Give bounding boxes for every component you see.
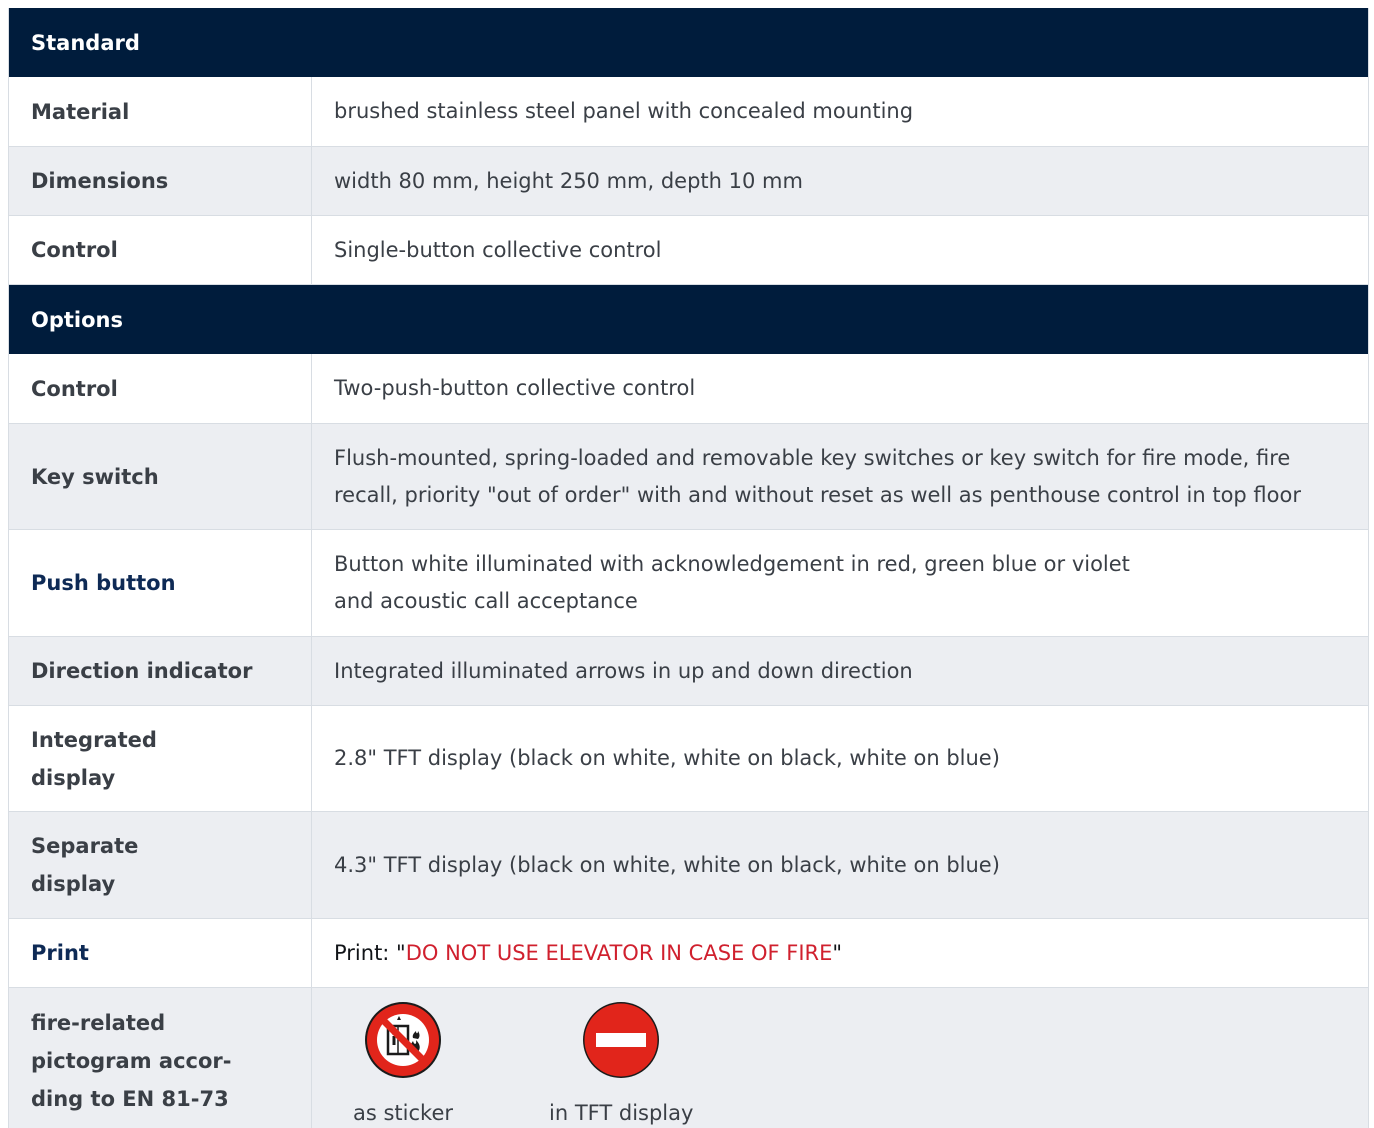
row-value: Two-push-button collective control [334,376,696,400]
pictogram-group [353,988,693,1126]
row-value: 4.3" TFT display (black on white, white on black, white on blue) [334,852,1000,877]
row-value [312,424,1368,529]
table-row [9,812,1368,919]
print-warning-text: DO NOT USE ELEVATOR IN CASE OF FIRE [405,940,833,965]
row-label: Key switch [9,424,312,529]
row-label: Direction indicator [9,637,312,705]
table-row [9,424,1368,530]
spec-table [8,8,1369,1128]
row-label-text: fire-related pictogram accor- ding to EN 81-73 [31,1011,232,1111]
pictogram-caption: in TFT display [549,1101,694,1125]
row-value [312,988,1368,1128]
pictogram-sticker [353,1000,453,1126]
no-entry-icon [581,1000,661,1092]
row-label [9,706,312,811]
row-value-text: Flush-mounted, spring-loaded and removable key switches or key switch for fire mode, fire recall, priority "out of order" with and without reset as well as penthouse control in top floor [334,445,1301,507]
row-label [9,812,312,918]
pictogram-caption: as sticker [353,1101,454,1125]
row-label: Push button [9,530,312,636]
table-row [9,216,1368,285]
row-label: Control [9,216,312,284]
row-value-text: Button white illuminated with acknowledgement in red, green blue or violet and acoustic call acceptance [334,552,1130,613]
row-value [312,919,1368,987]
row-value: width 80 mm, height 250 mm, depth 10 mm [334,168,803,193]
row-value [312,530,1368,636]
section-title: Options [31,307,123,332]
section-header-options [9,285,1368,354]
print-prefix: Print: " [334,940,406,965]
table-row [9,919,1368,988]
row-label: Control [9,354,312,423]
row-label [9,988,312,1128]
table-row [9,354,1368,424]
row-value: Integrated illuminated arrows in up and down direction [334,658,913,683]
row-value: brushed stainless steel panel with concealed mounting [334,99,914,123]
row-label: Material [9,77,312,146]
table-row [9,530,1368,637]
row-value: 2.8" TFT display (black on white, white on black, white on blue) [334,746,1000,770]
row-label-text: Separate display [31,834,139,896]
print-suffix: " [832,940,843,965]
table-row [9,77,1368,147]
table-row [9,988,1368,1128]
table-row [9,706,1368,812]
no-elevator-fire-icon [363,1000,443,1092]
section-header-standard [9,8,1368,77]
row-label: Print [9,919,312,987]
row-value: Single-button collective control [334,237,662,262]
pictogram-display [549,1000,693,1126]
table-row [9,147,1368,216]
table-row [9,637,1368,706]
section-title: Standard [31,30,140,55]
row-label: Dimensions [9,147,312,215]
row-label-text: Integrated display [31,727,157,790]
